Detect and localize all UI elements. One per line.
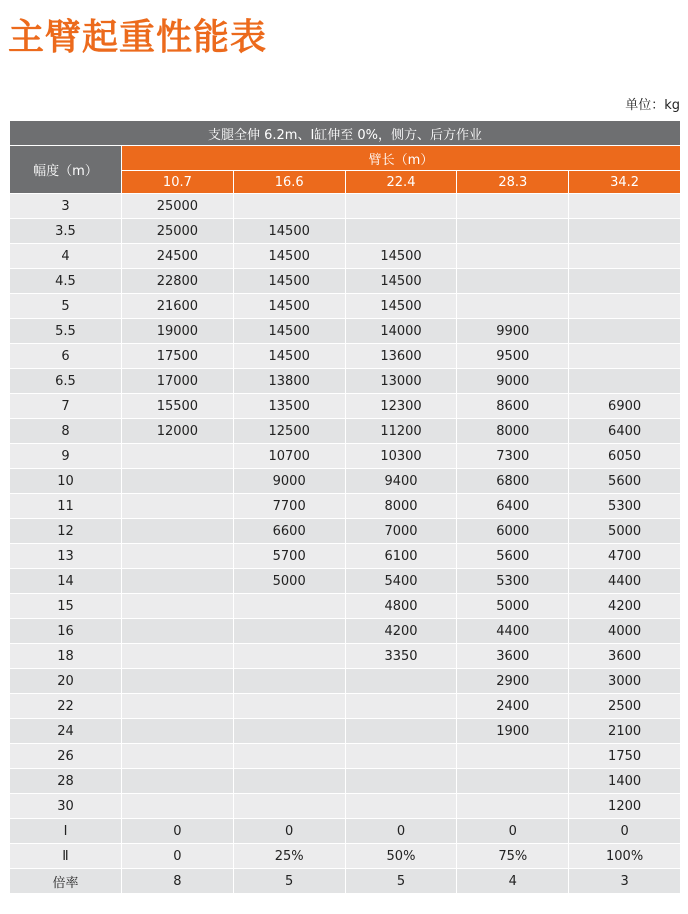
table-row [10,469,681,494]
load-cell [233,594,345,619]
load-cell [122,494,234,519]
load-cell: 24500 [122,244,234,269]
load-cell: 14500 [233,269,345,294]
load-cell [345,794,457,819]
row-label: 8 [10,419,122,444]
load-cell: 14500 [233,344,345,369]
load-cell [233,719,345,744]
load-cell: 4700 [569,544,681,569]
load-cell: 100% [569,844,681,869]
load-cell: 2100 [569,719,681,744]
row-label: 16 [10,619,122,644]
load-cell [233,794,345,819]
table-row [10,419,681,444]
row-label: 4 [10,244,122,269]
load-cell: 17500 [122,344,234,369]
load-cell [569,294,681,319]
row-label: 14 [10,569,122,594]
table-row [10,519,681,544]
row-label: 6 [10,344,122,369]
load-cell: 50% [345,844,457,869]
load-cell [457,744,569,769]
load-cell [122,544,234,569]
load-cell: 5400 [345,569,457,594]
load-cell: 6000 [457,519,569,544]
row-label: 30 [10,794,122,819]
load-cell [457,769,569,794]
load-cell [457,219,569,244]
load-cell: 22800 [122,269,234,294]
table-row [10,369,681,394]
load-cell [345,219,457,244]
table-row [10,869,681,894]
load-cell: 9900 [457,319,569,344]
table-row [10,444,681,469]
load-cell: 25000 [122,219,234,244]
table-row [10,494,681,519]
load-cell: 0 [233,819,345,844]
load-cell: 9000 [457,369,569,394]
table-row [10,244,681,269]
load-cell [122,744,234,769]
load-cell: 14500 [233,294,345,319]
load-cell: 3 [569,869,681,894]
row-label: 5.5 [10,319,122,344]
load-cell [345,694,457,719]
load-cell: 9000 [233,469,345,494]
load-cell: 9500 [457,344,569,369]
load-cell: 3000 [569,669,681,694]
load-cell [122,569,234,594]
load-cell: 5700 [233,544,345,569]
row-label: 20 [10,669,122,694]
row-label: 22 [10,694,122,719]
load-cell: 12300 [345,394,457,419]
load-cell [122,669,234,694]
load-cell: 4400 [457,619,569,644]
table-row [10,694,681,719]
load-cell: 7000 [345,519,457,544]
table-row [10,619,681,644]
load-cell: 4 [457,869,569,894]
table-row [10,269,681,294]
load-cell: 0 [122,844,234,869]
load-cell [122,769,234,794]
load-cell: 6100 [345,544,457,569]
load-cell: 5600 [457,544,569,569]
row-label: 3.5 [10,219,122,244]
load-cell: 10700 [233,444,345,469]
load-cell: 5000 [569,519,681,544]
row-label: Ⅰ [10,819,122,844]
load-cell: 19000 [122,319,234,344]
load-cell: 2500 [569,694,681,719]
load-cell: 2400 [457,694,569,719]
row-label: 4.5 [10,269,122,294]
load-cell: 1750 [569,744,681,769]
table-row [10,844,681,869]
load-cell [569,369,681,394]
load-cell [233,769,345,794]
load-cell [122,519,234,544]
table-row [10,744,681,769]
load-cell [122,694,234,719]
row-label: 28 [10,769,122,794]
load-cell: 14500 [345,244,457,269]
row-label: 13 [10,544,122,569]
load-cell: 4200 [569,594,681,619]
load-cell [345,669,457,694]
unit-note: 单位：kg [625,98,680,113]
load-cell: 3600 [457,644,569,669]
load-cell [345,744,457,769]
condition-row [10,121,681,146]
load-cell: 25% [233,844,345,869]
load-cell [569,269,681,294]
load-cell [569,219,681,244]
row-label: 26 [10,744,122,769]
load-cell: 10300 [345,444,457,469]
table-row [10,294,681,319]
load-cell [233,194,345,219]
row-label: 6.5 [10,369,122,394]
load-cell: 0 [345,819,457,844]
load-cell [233,644,345,669]
row-label: 倍率 [10,869,122,894]
load-cell: 7300 [457,444,569,469]
load-cell: 5000 [233,569,345,594]
row-label: 24 [10,719,122,744]
load-cell [122,719,234,744]
table-row [10,319,681,344]
load-cell: 3350 [345,644,457,669]
load-cell: 5600 [569,469,681,494]
load-cell: 5 [345,869,457,894]
boom-length-cell: 28.3 [457,171,569,194]
table-row [10,819,681,844]
load-cell: 0 [122,819,234,844]
load-cell: 13500 [233,394,345,419]
boom-length-header: 臂长（m） [122,146,681,171]
table-row [10,719,681,744]
boom-length-cell: 34.2 [569,171,681,194]
load-cell: 14500 [233,319,345,344]
load-cell [345,194,457,219]
load-cell: 4000 [569,619,681,644]
load-cell: 6600 [233,519,345,544]
table-row [10,794,681,819]
radius-header: 幅度（m） [10,146,122,194]
table-row [10,594,681,619]
row-label: 15 [10,594,122,619]
row-label: Ⅱ [10,844,122,869]
load-cell: 13800 [233,369,345,394]
load-cell [122,469,234,494]
load-cell [457,269,569,294]
load-cell: 2900 [457,669,569,694]
row-label: 9 [10,444,122,469]
load-cell: 3600 [569,644,681,669]
table-row [10,394,681,419]
load-cell: 8 [122,869,234,894]
load-cell [122,644,234,669]
load-cell: 6400 [569,419,681,444]
row-label: 12 [10,519,122,544]
row-label: 18 [10,644,122,669]
load-cell: 12500 [233,419,345,444]
condition-text: 支腿全伸 6.2m、Ⅰ缸伸至 0%，侧方、后方作业 [10,121,681,146]
load-cell: 75% [457,844,569,869]
table-row [10,544,681,569]
table-body [10,194,681,894]
load-cell [122,594,234,619]
load-cell: 4400 [569,569,681,594]
boom-length-cell: 16.6 [233,171,345,194]
table-row [10,344,681,369]
load-cell [457,194,569,219]
load-cell: 14500 [345,294,457,319]
load-cell [233,744,345,769]
load-cell: 4800 [345,594,457,619]
load-cell: 12000 [122,419,234,444]
load-cell: 11200 [345,419,457,444]
table-row [10,669,681,694]
load-cell [569,244,681,269]
load-cell: 8000 [345,494,457,519]
table-row [10,569,681,594]
page-title: 主臂起重性能表 [8,17,268,58]
load-cell [569,344,681,369]
load-cell: 4200 [345,619,457,644]
load-cell: 15500 [122,394,234,419]
load-cell: 14500 [345,269,457,294]
load-cell [345,769,457,794]
load-cell: 14500 [233,244,345,269]
load-cell: 5 [233,869,345,894]
load-cell [457,794,569,819]
load-cell: 13600 [345,344,457,369]
load-cell: 8600 [457,394,569,419]
load-cell: 5000 [457,594,569,619]
load-cell: 6900 [569,394,681,419]
load-cell: 0 [457,819,569,844]
load-cell [233,694,345,719]
table-row [10,769,681,794]
table-row [10,644,681,669]
load-cell [233,619,345,644]
load-cell: 0 [569,819,681,844]
load-cell: 21600 [122,294,234,319]
row-label: 7 [10,394,122,419]
load-cell [569,319,681,344]
load-cell: 14000 [345,319,457,344]
boom-length-cell: 10.7 [122,171,234,194]
row-label: 3 [10,194,122,219]
load-chart-table [9,120,681,894]
load-cell: 13000 [345,369,457,394]
load-cell: 5300 [569,494,681,519]
load-cell: 1900 [457,719,569,744]
load-cell: 6400 [457,494,569,519]
load-cell: 8000 [457,419,569,444]
load-cell: 6800 [457,469,569,494]
load-cell: 5300 [457,569,569,594]
load-cell: 1200 [569,794,681,819]
row-label: 10 [10,469,122,494]
load-cell [122,794,234,819]
load-cell [122,444,234,469]
load-cell: 14500 [233,219,345,244]
load-cell [122,619,234,644]
load-cell [345,719,457,744]
load-cell: 7700 [233,494,345,519]
boom-length-cell: 22.4 [345,171,457,194]
table-row [10,219,681,244]
row-label: 11 [10,494,122,519]
load-cell: 17000 [122,369,234,394]
load-cell: 6050 [569,444,681,469]
row-label: 5 [10,294,122,319]
load-cell [457,294,569,319]
load-cell: 9400 [345,469,457,494]
table-row [10,194,681,219]
load-cell: 1400 [569,769,681,794]
load-cell: 25000 [122,194,234,219]
load-cell [233,669,345,694]
load-cell [569,194,681,219]
load-cell [457,244,569,269]
